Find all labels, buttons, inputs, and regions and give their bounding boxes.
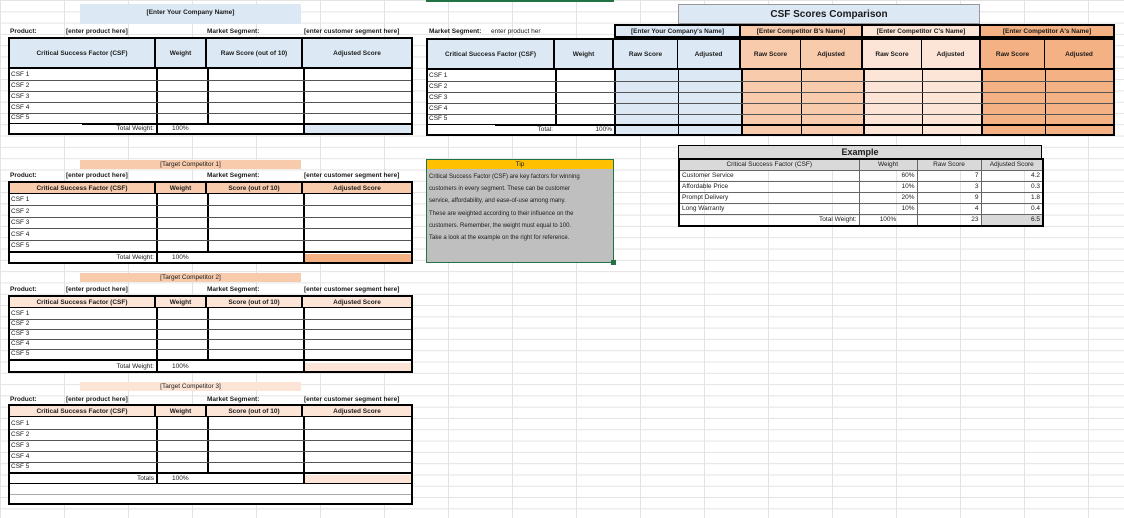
col-header-weight: Weight [156, 183, 207, 194]
comparison-segment-value[interactable]: enter product her [491, 28, 541, 35]
competitor-3-title[interactable]: [Target Competitor 3] [80, 382, 301, 391]
col-header-csf: Critical Success Factor (CSF) [10, 39, 156, 69]
example-adjusted: 1.8 [981, 193, 1043, 204]
col-header-raw-score: Raw Score [614, 40, 678, 70]
csf-row[interactable]: CSF 5 [10, 349, 411, 361]
col-header-adjusted-score: Adjusted Score [303, 39, 411, 69]
product-label: Product: [10, 28, 37, 35]
segment-label: Market Segment: [207, 172, 260, 179]
comparison-total-label: Total: [537, 126, 553, 133]
csf-row[interactable]: CSF 2 [10, 319, 411, 330]
company-csf-table [8, 37, 413, 135]
total-adjusted-cell [305, 475, 411, 483]
tip-body [429, 171, 611, 244]
total-adjusted-cell [305, 363, 411, 371]
total-adjusted-cell [305, 254, 411, 262]
csf-row[interactable]: CSF 5 [10, 113, 411, 125]
col-header-adjusted-score: Adjusted Score [303, 297, 411, 308]
segment-label: Market Segment: [207, 396, 260, 403]
col-header-weight: Weight [156, 39, 207, 69]
company-header-a[interactable]: [Enter Competitor A's Name] [981, 24, 1115, 38]
col-header-adjusted-score: Adjusted Score [303, 183, 411, 194]
comparison-title: CSF Scores Comparison [678, 4, 980, 24]
example-col-raw: Raw Score [917, 159, 981, 171]
csf-row[interactable]: CSF 1 [428, 71, 1113, 82]
csf-row[interactable]: CSF 4 [10, 103, 411, 114]
col-header-csf: Critical Success Factor (CSF) [10, 183, 156, 194]
csf-row[interactable]: CSF 2 [10, 81, 411, 92]
competitor-2-table [8, 295, 413, 373]
example-weight[interactable]: 20% [859, 193, 917, 204]
csf-row[interactable]: CSF 4 [10, 452, 411, 463]
col-header-raw-score: Raw Score [741, 40, 801, 70]
example-csf[interactable]: Customer Service [679, 171, 859, 182]
col-header-score: Score (out of 10) [207, 297, 303, 308]
total-weight-label: Total Weight: [116, 125, 154, 132]
tip-title: Tip [427, 160, 613, 169]
product-label: Product: [10, 286, 37, 293]
example-raw[interactable]: 3 [917, 182, 981, 193]
competitor-1-title[interactable]: [Target Competitor 1] [80, 160, 301, 169]
example-raw[interactable]: 7 [917, 171, 981, 182]
csf-row[interactable]: CSF 2 [10, 207, 411, 218]
col-header-adjusted: Adjusted [1045, 40, 1113, 70]
csf-row[interactable]: CSF 3 [10, 92, 411, 103]
segment-value[interactable]: [enter customer segment here] [304, 396, 400, 403]
tip-line: customers in every segment. These can be customer [429, 186, 570, 193]
product-value[interactable]: [enter product here] [66, 396, 128, 403]
csf-row[interactable]: CSF 1 [10, 195, 411, 206]
competitor-2-title[interactable]: [Target Competitor 2] [80, 273, 301, 282]
csf-row[interactable]: CSF 1 [10, 419, 411, 430]
company-name-cell[interactable]: [Enter Your Company Name] [80, 4, 301, 24]
csf-row[interactable]: CSF 5 [10, 462, 411, 474]
tip-box[interactable] [426, 159, 614, 263]
tip-line: These are weighted according to their influence on the [429, 210, 574, 217]
col-header-adjusted: Adjusted [922, 40, 981, 70]
col-header-csf: Critical Success Factor (CSF) [428, 40, 555, 70]
product-label: Product: [10, 396, 37, 403]
csf-row[interactable]: CSF 4 [428, 104, 1113, 115]
comparison-total-value: 100% [595, 126, 612, 133]
csf-row[interactable]: CSF 3 [10, 329, 411, 340]
csf-row[interactable]: CSF 1 [10, 70, 411, 81]
example-weight[interactable]: 10% [859, 204, 917, 215]
total-weight-value: 100% [172, 125, 189, 132]
segment-label: Market Segment: [207, 28, 260, 35]
example-raw[interactable]: 9 [917, 193, 981, 204]
active-cell-indicator [426, 0, 614, 2]
col-header-csf: Critical Success Factor (CSF) [10, 297, 156, 308]
col-header-raw-score: Raw Score [981, 40, 1045, 70]
total-weight-value: 100% [172, 475, 189, 482]
example-adjusted: 4.2 [981, 171, 1043, 182]
resize-handle[interactable] [611, 260, 616, 265]
example-col-weight: Weight [859, 159, 917, 171]
csf-row[interactable]: CSF 5 [10, 241, 411, 253]
csf-row[interactable]: CSF 4 [10, 230, 411, 241]
example-col-csf: Critical Success Factor (CSF) [679, 159, 859, 171]
example-adjusted: 0.3 [981, 182, 1043, 193]
col-header-weight: Weight [156, 406, 207, 417]
company-header-c[interactable]: [Enter Competitor C's Name] [863, 24, 981, 38]
product-value[interactable]: [enter product here] [66, 28, 128, 35]
example-raw[interactable]: 4 [917, 204, 981, 215]
csf-row[interactable]: CSF 5 [428, 114, 1113, 126]
competitor-1-table [8, 181, 413, 264]
tip-line: customers. Remember, the weight must equal to 100. [429, 222, 572, 229]
example-title: Example [678, 145, 1042, 158]
segment-value[interactable]: [enter customer segment here] [304, 172, 400, 179]
segment-value[interactable]: [enter customer segment here] [304, 28, 400, 35]
totals-label: Totals [137, 475, 154, 482]
segment-value[interactable]: [enter customer segment here] [304, 286, 400, 293]
example-total-adjusted: 6.5 [981, 215, 1043, 227]
example-csf[interactable]: Prompt Delivery [679, 193, 859, 204]
tip-line: service, affordability, and ease-of-use among many. [429, 198, 566, 205]
example-col-adjusted: Adjusted Score [981, 159, 1043, 171]
total-weight-label: Total Weight: [116, 254, 154, 261]
total-weight-value: 100% [172, 254, 189, 261]
csf-row[interactable]: CSF 3 [10, 441, 411, 452]
product-value[interactable]: [enter product here] [66, 172, 128, 179]
tip-line: Take a look at the example on the right for reference. [429, 235, 570, 242]
total-weight-value: 100% [172, 363, 189, 370]
example-csf[interactable]: Long Warranty [679, 204, 859, 215]
csf-row[interactable]: CSF 2 [428, 82, 1113, 93]
product-value[interactable]: [enter product here] [66, 286, 128, 293]
col-header-adjusted: Adjusted [801, 40, 863, 70]
example-csf[interactable]: Affordable Price [679, 182, 859, 193]
segment-label: Market Segment: [207, 286, 260, 293]
example-total-label: Total Weight: [679, 215, 859, 227]
tip-line: Critical Success Factor (CSF) are key factors for winning [429, 174, 580, 180]
total-adjusted-cell [305, 125, 411, 133]
csf-row[interactable]: CSF 3 [10, 218, 411, 229]
col-header-weight: Weight [156, 297, 207, 308]
col-header-weight: Weight [555, 40, 614, 70]
csf-row[interactable]: CSF 2 [10, 430, 411, 441]
col-header-score: Score (out of 10) [207, 406, 303, 417]
col-header-raw-score: Raw Score [863, 40, 922, 70]
example-weight[interactable]: 10% [859, 182, 917, 193]
col-header-adjusted-score: Adjusted Score [303, 406, 411, 417]
csf-row[interactable]: CSF 4 [10, 339, 411, 350]
col-header-raw-score: Raw Score (out of 10) [207, 39, 303, 69]
csf-row[interactable]: CSF 1 [10, 309, 411, 320]
col-header-score: Score (out of 10) [207, 183, 303, 194]
col-header-adjusted: Adjusted [678, 40, 741, 70]
product-label: Product: [10, 172, 37, 179]
col-header-csf: Critical Success Factor (CSF) [10, 406, 156, 417]
example-weight[interactable]: 60% [859, 171, 917, 182]
competitor-3-table [8, 404, 413, 505]
example-adjusted: 0.4 [981, 204, 1043, 215]
company-header-b[interactable]: [Enter Competitor B's Name] [741, 24, 863, 38]
comparison-grid [426, 38, 1115, 136]
company-header-own[interactable]: [Enter Your Company's Name] [614, 24, 741, 38]
example-total-weight: 100% [859, 215, 917, 227]
total-weight-label: Total Weight: [116, 363, 154, 370]
example-table [678, 158, 1044, 227]
csf-row[interactable]: CSF 3 [428, 93, 1113, 104]
comparison-segment-label: Market Segment: [429, 28, 482, 35]
example-total-raw: 23 [917, 215, 981, 227]
